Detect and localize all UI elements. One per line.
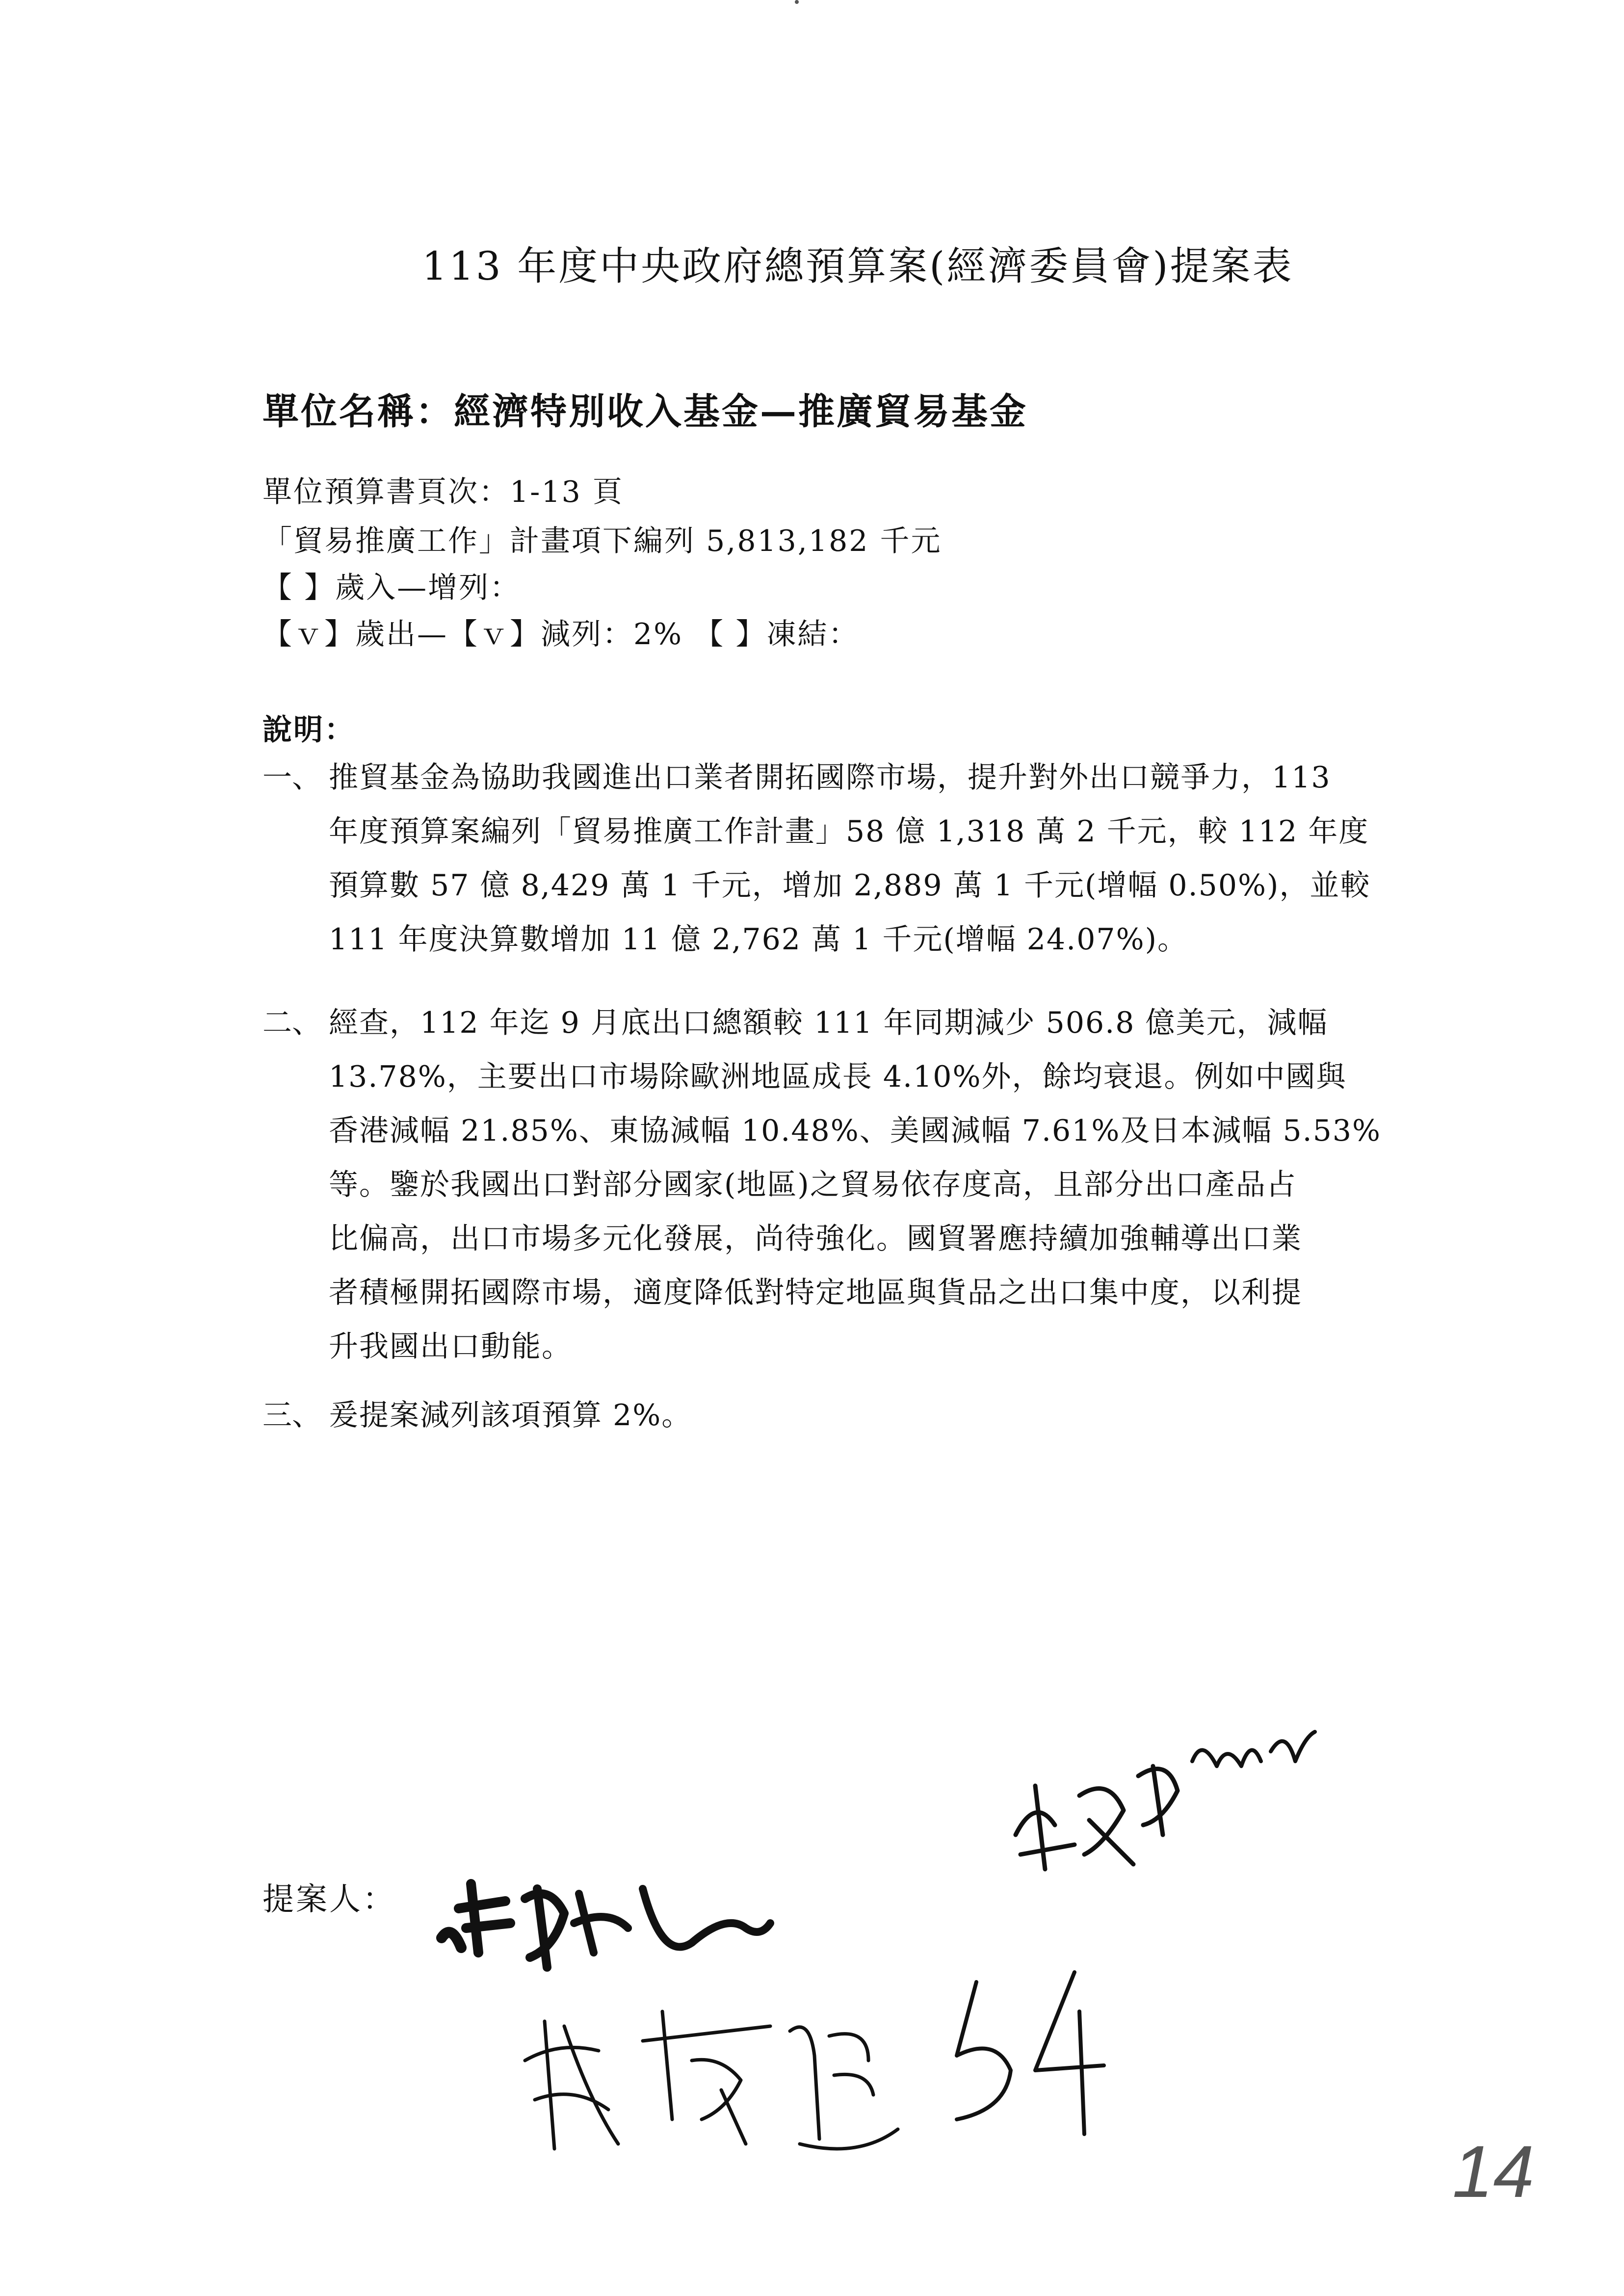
scan-speck — [795, 0, 799, 4]
explanation-item-2 — [262, 996, 1406, 1374]
item-line: 經查，112 年迄 9 月底出口總額較 111 年同期減少 506.8 億美元，減幅 — [329, 1006, 1328, 1040]
item-line: 者積極開拓國際市場，適度降低對特定地區與貨品之出口集中度，以利提 — [329, 1276, 1302, 1310]
page-reference: 單位預算書頁次：1-13 頁 — [262, 475, 624, 509]
item-line: 預算數 57 億 8,429 萬 1 千元，增加 2,889 萬 1 千元(增幅 0.50%)，並較 — [329, 868, 1371, 903]
item-number: 三、 — [262, 1398, 321, 1433]
unit-name: 單位名稱：經濟特別收入基金—推廣貿易基金 — [262, 391, 1028, 433]
item-line: 111 年度決算數增加 11 億 2,762 萬 1 千元(增幅 24.07%)。 — [329, 922, 1188, 957]
explanation-label: 說明： — [262, 713, 355, 747]
item-line: 等。鑒於我國出口對部分國家(地區)之貿易依存度高，且部分出口產品占 — [329, 1168, 1297, 1202]
item-line: 爰提案減列該項預算 2%。 — [329, 1398, 692, 1433]
item-line: 升我國出口動能。 — [329, 1330, 572, 1364]
proposer-label: 提案人： — [262, 1881, 396, 1918]
item-line: 香港減幅 21.85%、東協減幅 10.48%、美國減幅 7.61%及日本減幅 5.53% — [329, 1114, 1382, 1148]
page-number: 14 — [1452, 2130, 1534, 2213]
item-line: 13.78%，主要出口市場除歐洲地區成長 4.10%外，餘均衰退。例如中國與 — [329, 1060, 1347, 1094]
explanation-item-1 — [262, 751, 1406, 966]
revenue-line: 【 】歲入—增列： — [262, 571, 521, 605]
budget-item-line: 「貿易推廣工作」計畫項下編列 5,813,182 千元 — [262, 524, 942, 558]
item-line: 推貿基金為協助我國進出口業者開拓國際市場，提升對外出口競爭力，113 — [329, 760, 1331, 795]
expense-line: 【ｖ】歲出—【ｖ】減列：2% 【 】凍結： — [262, 617, 860, 652]
explanation-item-3 — [262, 1388, 1406, 1442]
item-number: 二、 — [262, 1006, 321, 1040]
signature-cosigner-2 — [515, 1913, 1153, 2188]
item-line: 比偏高，出口市場多元化發展，尚待強化。國貿署應持續加強輔導出口業 — [329, 1222, 1302, 1256]
signature-cosigner-1 — [1006, 1707, 1325, 1904]
item-number: 一、 — [262, 760, 321, 795]
item-line: 年度預算案編列「貿易推廣工作計畫」58 億 1,318 萬 2 千元，較 112 年度 — [329, 814, 1369, 849]
document-title: 113 年度中央政府總預算案(經濟委員會)提案表 — [422, 243, 1294, 289]
